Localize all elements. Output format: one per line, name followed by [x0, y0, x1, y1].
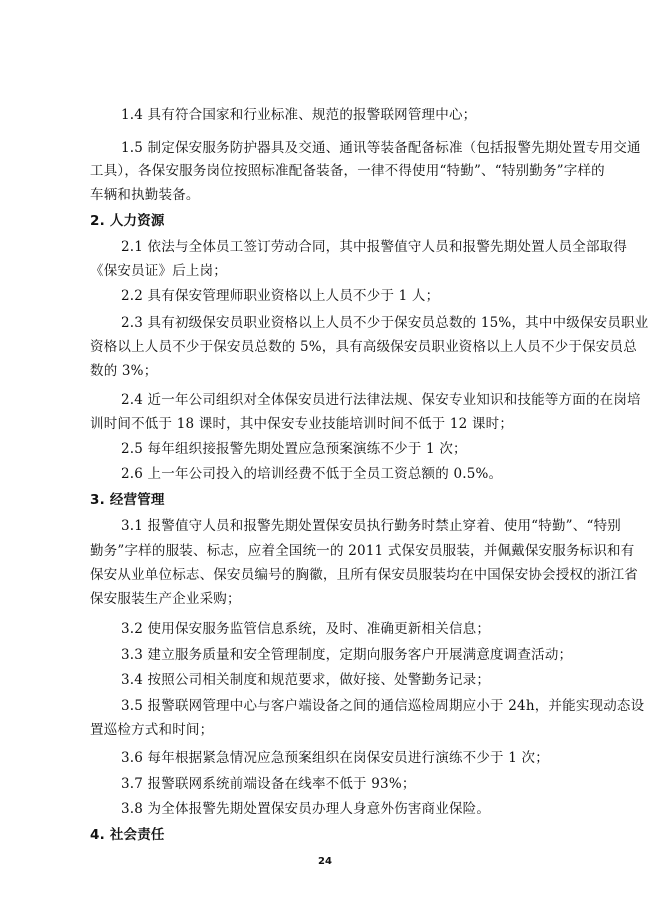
paragraph-line-3-1d: 保安服装生产企业采购；	[90, 591, 241, 607]
paragraph-line-3-1b: 勤务”字样的服装、标志，应着全国统一的 2011 式保安员服装，并佩戴保安服务标识和有	[90, 543, 635, 559]
paragraph-line-3-6: 3.6 每年根据紧急情况应急预案组织在岗保安员进行演练不少于 1 次；	[121, 750, 549, 766]
paragraph-line-1-5a: 1.5 制定保安服务防护器具及交通、通讯等装备配备标准（包括报警先期处置专用交通	[121, 140, 641, 156]
paragraph-line-1-5b: 工具），各保安服务岗位按照标准配备装备，一律不得使用“特勤”、“特别勤务”字样的	[90, 163, 605, 179]
paragraph-line-2-4b: 训时间不低于 18 课时，其中保安专业技能培训时间不低于 12 课时；	[90, 416, 514, 432]
paragraph-line-3-4: 3.4 按照公司相关制度和规范要求，做好接、处警勤务记录；	[121, 672, 491, 688]
paragraph-line-1-5c: 车辆和执勤装备。	[90, 187, 200, 203]
paragraph-line-3-8: 3.8 为全体报警先期处置保安员办理人身意外伤害商业保险。	[121, 801, 491, 817]
paragraph-line-2-3a: 2.3 具有初级保安员职业资格以上人员不少于保安员总数的 15%，其中中级保安员职业	[121, 315, 649, 331]
paragraph-line-3-1c: 保安从业单位标志、保安员编号的胸徽，且所有保安员服装均在中国保安协会授权的浙江省	[90, 567, 638, 583]
paragraph-line-3-5b: 置巡检方式和时间；	[90, 722, 214, 738]
paragraph-line-2-1a: 2.1 依法与全体员工签订劳动合同，其中报警值守人员和报警先期处置人员全部取得	[121, 239, 628, 255]
paragraph-line-3-1a: 3.1 报警值守人员和报警先期处置保安员执行勤务时禁止穿着、使用“特勤”、“特别	[121, 518, 621, 534]
paragraph-line-2-1b: 《保安员证》后上岗；	[90, 263, 227, 279]
paragraph-line-2-5: 2.5 每年组织接报警先期处置应急预案演练不少于 1 次；	[121, 441, 467, 457]
section-heading-2: 2. 人力资源	[90, 213, 165, 229]
paragraph-line-2-3b: 资格以上人员不少于保安员总数的 5%，具有高级保安员职业资格以上人员不少于保安员总	[90, 339, 637, 355]
paragraph-line-2-6: 2.6 上一年公司投入的培训经费不低于全员工资总额的 0.5%。	[121, 466, 503, 482]
paragraph-line-2-3c: 数的 3%；	[90, 363, 158, 379]
paragraph-line-3-5a: 3.5 报警联网管理中心与客户端设备之间的通信巡检周期应小于 24h，并能实现动态设	[121, 698, 645, 714]
paragraph-line-2-2: 2.2 具有保安管理师职业资格以上人员不少于 1 人；	[121, 288, 440, 304]
section-heading-4: 4. 社会责任	[90, 827, 165, 843]
paragraph-line-2-4a: 2.4 近一年公司组织对全体保安员进行法律法规、保安专业知识和技能等方面的在岗培	[121, 392, 641, 408]
paragraph-line-1-4: 1.4 具有符合国家和行业标准、规范的报警联网管理中心；	[121, 107, 477, 123]
page-number: 24	[318, 856, 332, 867]
paragraph-line-3-3: 3.3 建立服务质量和安全管理制度，定期向服务客户开展满意度调查活动；	[121, 647, 573, 663]
section-heading-3: 3. 经营管理	[90, 492, 165, 508]
paragraph-line-3-7: 3.7 报警联网系统前端设备在线率不低于 93%；	[121, 776, 416, 792]
paragraph-line-3-2: 3.2 使用保安服务监管信息系统，及时、准确更新相关信息；	[121, 621, 491, 637]
